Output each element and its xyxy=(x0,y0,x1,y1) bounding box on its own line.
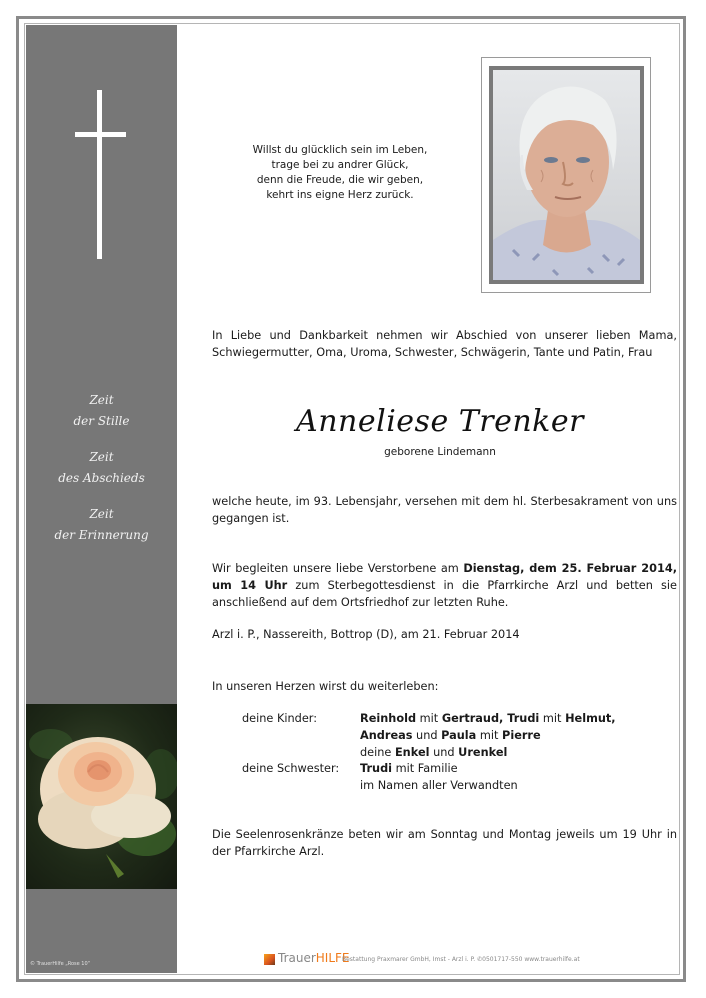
name-bold: Paula xyxy=(441,729,477,742)
children-line-1 xyxy=(360,710,616,727)
footer-info: Bestattung Praxmarer GmbH, Imst - Arzl i. P. ✆0501717-550 www.trauerhilfe.at xyxy=(342,956,580,963)
sidebar-word-3-line1: Zeit xyxy=(89,507,114,521)
children-line-2 xyxy=(360,727,541,744)
funeral-pre: Wir begleiten unsere liebe Verstorbene am xyxy=(212,562,464,575)
sidebar-word-1-line1: Zeit xyxy=(89,393,114,407)
connector-text: mit xyxy=(476,729,503,742)
name-bold: Urenkel xyxy=(458,746,508,759)
cross-icon xyxy=(97,90,102,259)
hearts-line: In unseren Herzen wirst du weiterleben: xyxy=(212,680,439,693)
funeral-post: zum Sterbegottesdienst in die Pfarrkirche Arzl und betten sie anschließend auf dem Ortsfriedhof zur letzten Ruhe. xyxy=(212,579,678,609)
name-bold: Gertraud, Trudi xyxy=(441,712,540,725)
sidebar-word-3-line2: der Erinnerung xyxy=(54,528,149,542)
funeral-text xyxy=(212,560,677,611)
intro-text: In Liebe und Dankbarkeit nehmen wir Abschied von unserer lieben Mama, Schwiegermutter, Oma, Uroma, Schwester, Schwägerin, Tante und Patin, Frau xyxy=(212,329,677,359)
sister-line xyxy=(360,760,458,777)
sidebar-word-1-line2: der Stille xyxy=(73,414,130,428)
grandchildren-line xyxy=(360,744,507,761)
connector-text: und xyxy=(412,729,442,742)
poem-line: trage bei zu andrer Glück, xyxy=(271,159,409,171)
image-credit: © TrauerHilfe „Rose 10“ xyxy=(30,961,91,967)
poem-line: Willst du glücklich sein im Leben, xyxy=(252,144,428,156)
rose-image xyxy=(26,704,177,889)
sidebar-word-3 xyxy=(26,504,177,546)
sidebar-word-2-line1: Zeit xyxy=(89,450,114,464)
brand-part-1: Trauer xyxy=(278,951,316,965)
trauerhilfe-logo-icon xyxy=(264,954,275,965)
sidebar-word-2 xyxy=(26,447,177,489)
portrait-photo xyxy=(493,70,640,280)
name-bold: Helmut, xyxy=(565,712,616,725)
poem-line: denn die Freude, die wir geben, xyxy=(256,174,424,186)
sidebar-word-2-line2: des Abschieds xyxy=(58,471,145,485)
name-bold: Andreas xyxy=(360,729,413,742)
deceased-name: Anneliese Trenker xyxy=(296,404,584,439)
connector-text: mit Familie xyxy=(392,762,458,775)
name-bold: Enkel xyxy=(394,746,430,759)
portrait-icon xyxy=(493,70,640,280)
place-date: Arzl i. P., Nassereith, Bottrop (D), am 21. Februar 2014 xyxy=(212,628,520,641)
connector-text: mit xyxy=(539,712,566,725)
sister-label: deine Schwester: xyxy=(242,762,340,775)
connector-text: deine xyxy=(360,746,395,759)
passing-text: welche heute, im 93. Lebensjahr, versehen mit dem hl. Sterbesakrament von uns gegangen ist. xyxy=(212,495,677,525)
connector-text: mit xyxy=(416,712,442,725)
poem xyxy=(220,143,460,203)
relatives-line: im Namen aller Verwandten xyxy=(360,779,518,792)
name-bold: Reinhold xyxy=(360,712,417,725)
rose-icon xyxy=(26,704,177,889)
footer-brand xyxy=(278,951,350,965)
rosary-text: Die Seelenrosenkränze beten wir am Sonntag und Montag jeweils um 19 Uhr in der Pfarrkirche Arzl. xyxy=(212,828,677,858)
cross-icon-bar xyxy=(75,132,126,137)
name-bold: Pierre xyxy=(502,729,541,742)
poem-line: kehrt ins eigne Herz zurück. xyxy=(266,189,414,201)
connector-text: und xyxy=(429,746,459,759)
maiden-name: geborene Lindemann xyxy=(384,446,496,458)
children-label: deine Kinder: xyxy=(242,712,318,725)
brand-part-2: HILFE xyxy=(315,951,350,965)
sidebar-word-1 xyxy=(26,390,177,432)
funeral-date: Dienstag, dem 25. Februar 2014, um 14 Uhr xyxy=(212,562,677,592)
name-bold: Trudi xyxy=(360,762,393,775)
